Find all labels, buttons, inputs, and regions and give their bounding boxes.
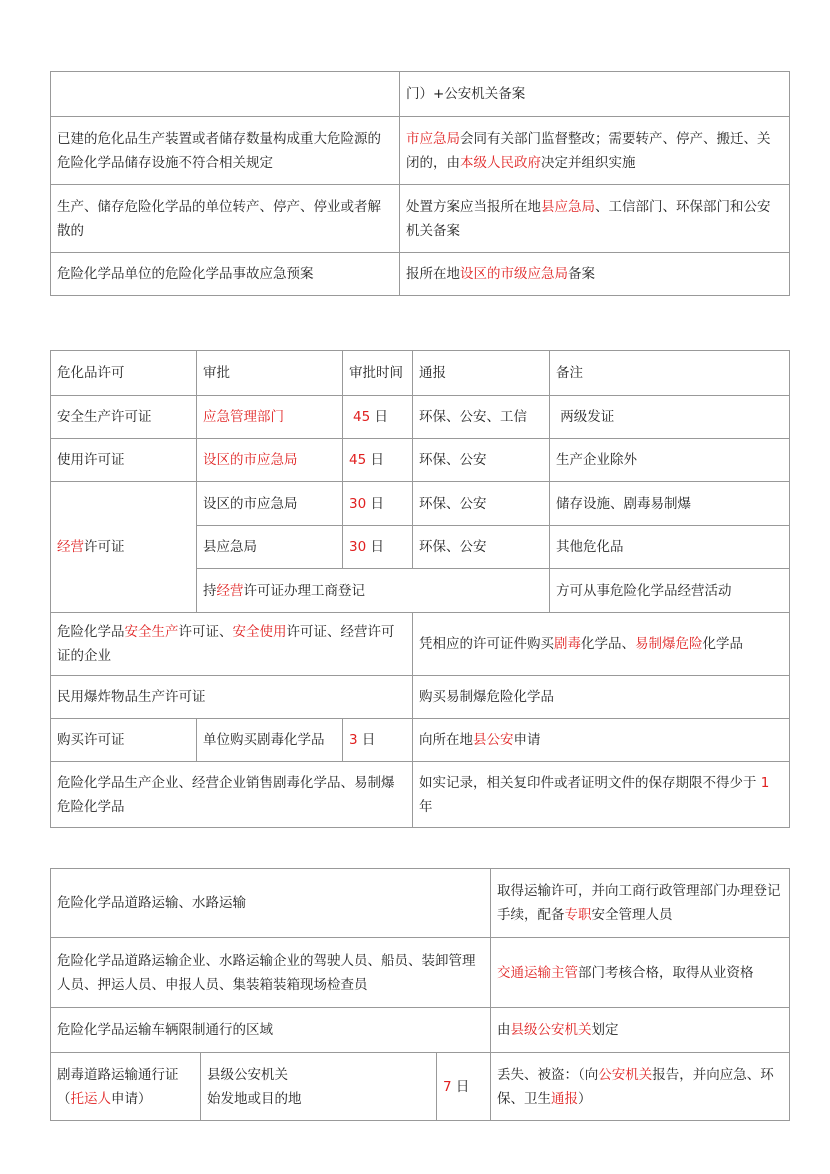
table-cell: 危险化学品运输车辆限制通行的区域 [51,1008,491,1053]
table-cell: 危险化学品单位的危险化学品事故应急预案 [51,253,400,296]
table-cell: 使用许可证 [51,439,197,482]
table-cell: 县应急局 [197,526,343,569]
text-segment: 部门考核合格，取得从业资格 [578,964,754,981]
table-cell: 安全生产许可证 [51,396,197,439]
text-segment: 年 [419,798,433,815]
table-cell: 危险化学品道路运输、水路运输 [51,869,491,938]
text-segment: 丢失、被盗：（向 [497,1066,599,1083]
table-cell: 两级发证 [550,396,790,439]
table-cell [400,253,790,296]
table-cell: 45 日 [343,396,413,439]
table-cell: 经营 许可证 [51,482,197,613]
highlight-text: 县公安 [473,732,514,748]
text-segment: ） [578,1090,592,1107]
text-segment: 报告，并向应急、环保、卫生 [497,1066,774,1107]
highlight-text: 县应急局 [541,198,595,215]
table-cell: 3 日 [343,719,413,762]
table-cell: 持 经营 许可证办理工商登记 [197,569,550,613]
table-cell [491,1053,790,1121]
highlight-text: 县级公安机关 [510,1022,592,1038]
table-cell: 方可从事危险化学品经营活动 [550,569,790,613]
highlight-text: 安全生产 [124,624,179,640]
table-cell: 危险化学品道路运输企业、水路运输企业的驾驶人员、船员、装卸管理人员、押运人员、申报人员、集装箱装箱现场检查员 [51,938,491,1008]
text-segment: 申请 [513,732,541,748]
table-filing [50,71,790,296]
text-segment: 如实记录，相关复印件或者证明文件的保存期限不得少于 [419,774,761,791]
table-cell: 单位购买剧毒化学品 [197,719,343,762]
table-cell: 生产企业除外 [550,439,790,482]
text-segment: 会同有关部门监督整改；需要转产、停产、搬迁、关闭的，由 [406,130,771,171]
table-cell: 设区的市应急局 [197,482,343,526]
table-cell [491,938,790,1008]
table-header: 通报 [413,351,550,396]
text-segment: 危险化学品 [57,624,125,640]
text-segment: 化学品、 [581,636,635,652]
table-cell: 生产、储存危险化学品的单位转产、停产、停业或者解散的 [51,185,400,253]
table-cell: 购买易制爆危险化学品 [413,676,790,719]
text-segment: 化学品 [702,636,743,652]
table-cell: 30 日 [343,526,413,569]
table-cell: 环保、公安 [413,439,550,482]
text-segment: 处置方案应当报所在地 [406,198,541,215]
table-cell: 30 日 [343,482,413,526]
table-cell: 环保、公安 [413,482,550,526]
table-cell: 应急管理部门 [197,396,343,439]
text-segment: 划定 [591,1022,619,1038]
table-header: 危化品许可 [51,351,197,396]
table-cell: 45 日 [343,439,413,482]
highlight-text: 专职 [564,907,592,923]
text-segment: 安全管理人员 [591,907,673,923]
table-cell [413,719,790,762]
table-cell [51,72,400,117]
table-cell: 环保、公安 [413,526,550,569]
table-cell: 设区的市应急局 [197,439,343,482]
table-subcell: 7 日 [443,1078,470,1095]
highlight-text: 设区的市级应急局 [460,266,568,282]
table-header: 备注 [550,351,790,396]
table-cell [400,117,790,185]
table-subcell: 县级公安机关 始发地或目的地 [201,1053,437,1120]
text-segment: 、工信部门、环保部门和公安机关备案 [406,198,771,239]
table-cell: 环保、公安、工信 [413,396,550,439]
table-cell: 储存设施、剧毒易制爆 [550,482,790,526]
table-cell [400,72,790,117]
highlight-text: 易制爆危险 [635,636,703,652]
highlight-text: 通报 [551,1090,578,1107]
table-header: 审批时间 [343,351,413,396]
table-cell [491,869,790,938]
table-transport [50,868,790,1121]
highlight-text: 公安机关 [598,1066,653,1083]
table-cell [491,1008,790,1053]
table-cell [400,185,790,253]
text-segment: 许可证、经营许可证的企业 [57,624,395,664]
highlight-text: 交通运输主管 [497,964,578,981]
table-cell: 民用爆炸物品生产许可证 [51,676,413,719]
text-segment: 报所在地 [406,266,460,282]
table-header: 审批 [197,351,343,396]
table-cell [413,613,790,676]
highlight-text: 本级人民政府 [460,154,541,171]
text-segment: 向所在地 [419,732,473,748]
text-segment: 凭相应的许可证件购买 [419,636,554,652]
table-subcell: 剧毒道路运输通行证 （托运人申请） [51,1053,201,1120]
table-cell: 其他危化品 [550,526,790,569]
text-segment: 备案 [568,266,595,282]
highlight-text: 剧毒 [554,636,581,652]
text-segment: 由 [497,1022,511,1038]
text-segment: 取得运输许可，并向工商行政管理部门办理登记手续，配备 [497,883,781,923]
text-segment: 门）+公安机关备案 [406,86,526,102]
highlight-text: 1 [760,774,770,791]
highlight-text: 市应急局 [406,130,460,147]
table-cell [51,613,413,676]
table-permits [50,350,790,828]
table-cell: 危险化学品生产企业、经营企业销售剧毒化学品、易制爆危险化学品 [51,762,413,828]
table-cell [413,762,790,828]
table-cell [51,1053,491,1121]
table-cell: 购买许可证 [51,719,197,762]
highlight-text: 安全使用 [232,624,287,640]
table-cell: 已建的危化品生产装置或者储存数量构成重大危险源的危险化学品储存设施不符合相关规定 [51,117,400,185]
text-segment: 许可证、 [178,624,233,640]
text-segment: 决定并组织实施 [541,154,636,171]
